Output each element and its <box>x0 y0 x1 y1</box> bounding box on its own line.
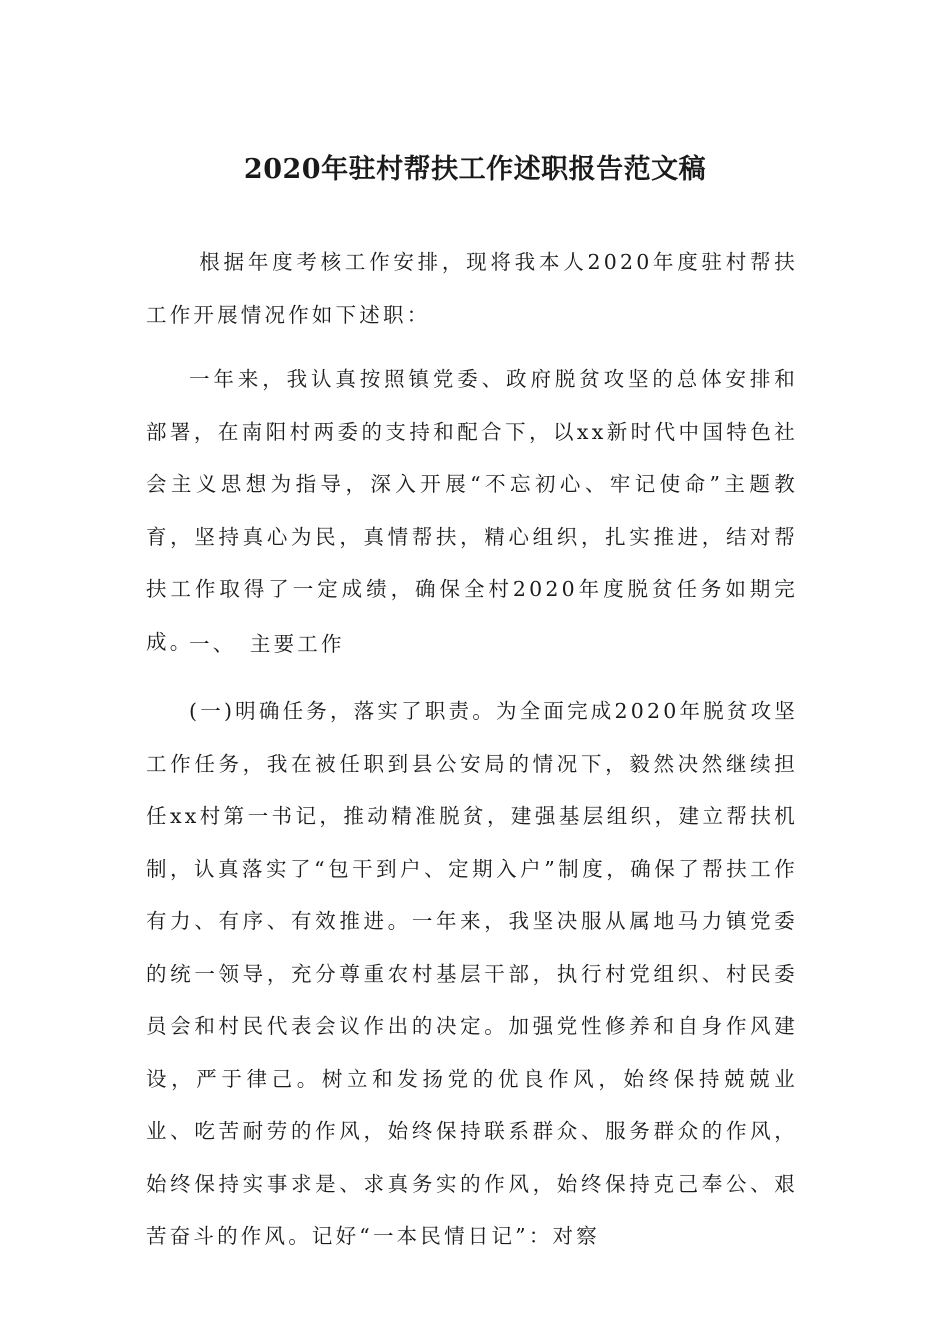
work-paragraph: (一)明确任务，落实了职责。为全面完成2020年脱贫攻坚工作任务，我在被任职到县公安局的情况下，毅然决然继续担任xx村第一书记，推动精准脱贫，建强基层组织，建立帮扶机制，认真落实了“包干到户、定期入户”制度，确保了帮扶工作有力、有序、有效推进。一年来，我坚决服从属地马力镇党委的统一领导，充分尊重农村基层干部，执行村党组织、村民委员会和村民代表会议作出的决定。加强党性修养和自身作风建设，严于律己。树立和发扬党的优良作风，始终保持兢兢业业、吃苦耐劳的作风，始终保持联系群众、服务群众的作风，始终保持实事求是、求真务实的作风，始终保持克己奉公、艰苦奋斗的作风。记好“一本民情日记”：对察 <box>146 699 798 1248</box>
document-title: 2020年驻村帮扶工作述职报告范文稿 <box>243 154 707 185</box>
summary-paragraph: 一年来，我认真按照镇党委、政府脱贫攻坚的总体安排和部署，在南阳村两委的支持和配合下，以xx新时代中国特色社会主义思想为指导，深入开展“不忘初心、牢记使命”主题教育，坚持真心为民，真情帮扶，精心组织，扎实推进，结对帮扶工作取得了一定成绩，确保全村2020年度脱贫任务如期完成。 <box>146 367 798 654</box>
intro-paragraph-block <box>146 236 798 341</box>
intro-paragraph: 根据年度考核工作安排，现将我本人2020年度驻村帮扶工作开展情况作如下述职： <box>146 250 798 327</box>
work-paragraph-block <box>146 685 798 1263</box>
section-heading: 一、 主要工作 <box>189 632 345 656</box>
section-heading-block <box>146 618 798 671</box>
